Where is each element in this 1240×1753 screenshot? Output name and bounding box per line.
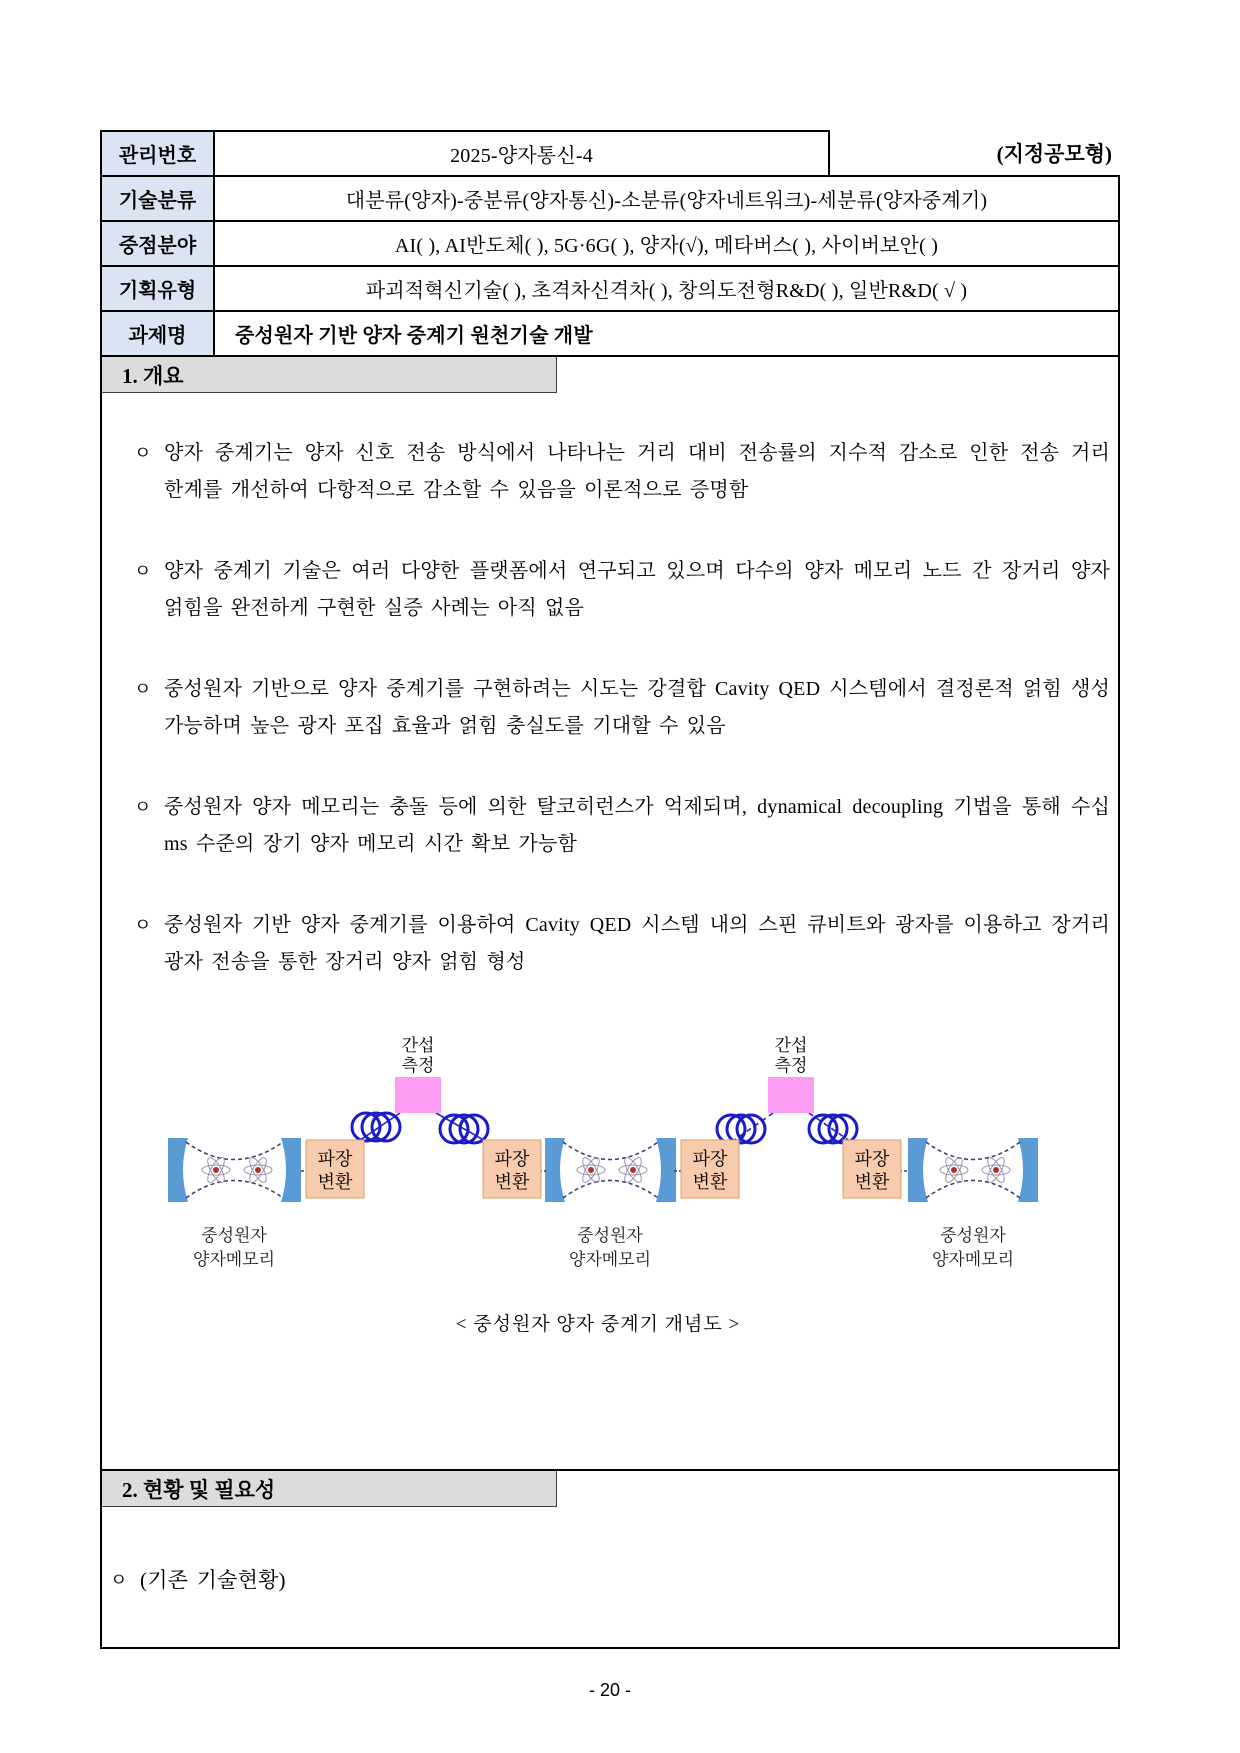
svg-text:변환: 변환	[317, 1172, 353, 1192]
list-item	[134, 553, 1110, 627]
section-status-heading: 2. 현황 및 필요성	[102, 1471, 557, 1507]
svg-text:중성원자: 중성원자	[940, 1226, 1006, 1245]
overview-bullet-list	[102, 393, 1118, 981]
atom-icon	[244, 1155, 272, 1184]
cavity-mode-curve	[186, 1181, 283, 1199]
cavity-mode-curve	[563, 1142, 658, 1160]
row-label-management-number: 관리번호	[100, 130, 215, 175]
table-row-focus-area	[100, 220, 1120, 265]
bullet-text: 양자 중계기 기술은 여러 다양한 플랫폼에서 연구되고 있으며 다수의 양자 메모리 노드 간 장거리 양자 얽힘을 완전하게 구현한 실증 사례는 아직 없음	[164, 560, 1110, 619]
tech-classification-value: 대분류(양자)-중분류(양자통신)-소분류(양자네트워크)-세분류(양자중계기)	[215, 177, 1120, 220]
neutral-atom-cavity-module	[908, 1138, 1038, 1202]
interference-label-right	[775, 1035, 808, 1075]
list-item	[134, 435, 1110, 509]
svg-text:간섭: 간섭	[774, 1036, 808, 1055]
designated-call-type-label: (지정공모형)	[996, 141, 1112, 166]
planning-type-value: 파괴적혁신기술( ), 초격차신격차( ), 창의도전형R&D( ), 일반R&D( √ )	[215, 267, 1120, 310]
table-row-planning-type	[100, 265, 1120, 310]
bullet-marker: ㅇ	[134, 915, 152, 935]
page-number: - 20 -	[588, 1680, 631, 1700]
svg-text:변환: 변환	[494, 1172, 530, 1192]
svg-text:변환: 변환	[692, 1172, 728, 1192]
cavity-mirror-icon	[545, 1138, 565, 1202]
svg-text:중성원자: 중성원자	[577, 1226, 643, 1245]
atom-icon	[940, 1155, 968, 1184]
neutral-atom-cavity-module	[168, 1138, 301, 1202]
svg-text:측정: 측정	[774, 1056, 808, 1075]
table-row-management-number	[100, 130, 1120, 175]
svg-text:파장: 파장	[854, 1149, 890, 1169]
bullet-marker: ㅇ	[134, 797, 152, 817]
fiber-coil-icon	[717, 1115, 765, 1143]
cavity-mode-curve	[563, 1181, 658, 1199]
list-item	[134, 907, 1110, 981]
atom-icon	[982, 1155, 1010, 1184]
wavelength-conversion-box	[483, 1140, 541, 1198]
bullet-marker: ㅇ	[134, 679, 152, 699]
svg-text:중성원자: 중성원자	[201, 1226, 267, 1245]
bullet-text: 중성원자 기반 양자 중계기를 이용하여 Cavity QED 시스템 내의 스핀 큐비트와 광자를 이용하고 장거리 광자 전송을 통한 장거리 양자 얽힘 형성	[164, 914, 1110, 973]
list-item	[134, 789, 1110, 863]
wavelength-conversion-box	[681, 1140, 739, 1198]
bullet-marker: ㅇ	[134, 561, 152, 581]
management-number-value: 2025-양자통신-4	[215, 130, 830, 175]
status-bullet-list	[102, 1507, 1118, 1599]
section-status-necessity	[100, 1469, 1120, 1649]
cavity-mode-curve	[926, 1181, 1020, 1199]
bullet-text: 중성원자 양자 메모리는 충돌 등에 의한 탈코히런스가 억제되며, dynamical decoupling 기법을 통해 수십 ms 수준의 장기 양자 메모리 시간 확보 가능함	[164, 796, 1110, 855]
concept-diagram-svg	[128, 1025, 1068, 1290]
section-overview-heading: 1. 개요	[102, 357, 557, 393]
diagram-caption: < 중성원자 양자 중계기 개념도 >	[455, 1314, 741, 1335]
row-label-project-title: 과제명	[100, 312, 215, 355]
svg-text:양자메모리: 양자메모리	[931, 1250, 1015, 1269]
bullet-text: (기존 기술현황)	[140, 1568, 286, 1592]
bullet-text: 중성원자 기반으로 양자 중계기를 구현하려는 시도는 강결합 Cavity QED 시스템에서 결정론적 얽힘 생성 가능하며 높은 광자 포집 효율과 얽힘 충실도를 기대할 수 있음	[164, 678, 1110, 737]
atom-icon	[619, 1155, 647, 1184]
wavelength-conversion-box	[306, 1140, 364, 1198]
table-row-tech-classification	[100, 175, 1120, 220]
svg-text:간섭: 간섭	[401, 1036, 435, 1055]
svg-text:파장: 파장	[692, 1149, 728, 1169]
svg-text:양자메모리: 양자메모리	[568, 1250, 652, 1269]
row-label-tech-classification: 기술분류	[100, 177, 215, 220]
cavity-mirror-icon	[281, 1138, 301, 1202]
cavity-mode-curve	[186, 1142, 283, 1160]
atom-icon	[577, 1155, 605, 1184]
svg-text:변환: 변환	[854, 1172, 890, 1192]
row-label-focus-area: 중점분야	[100, 222, 215, 265]
atom-icon	[202, 1155, 230, 1184]
list-item	[134, 671, 1110, 745]
table-row-project-title	[100, 310, 1120, 355]
svg-text:양자메모리: 양자메모리	[192, 1250, 276, 1269]
row-label-planning-type: 기획유형	[100, 267, 215, 310]
section-overview	[100, 355, 1120, 1469]
bullet-marker: ㅇ	[110, 1570, 128, 1590]
svg-text:측정: 측정	[401, 1056, 435, 1075]
memory-label	[932, 1225, 1014, 1269]
cavity-mode-curve	[926, 1142, 1020, 1160]
interference-measurement-box	[768, 1077, 814, 1113]
bullet-text: 양자 중계기는 양자 신호 전송 방식에서 나타나는 거리 대비 전송률의 지수적 감소로 인한 전송 거리 한계를 개선하여 다항적으로 감소할 수 있음을 이론적으로 증명함	[164, 442, 1110, 501]
neutral-atom-cavity-module	[545, 1138, 676, 1202]
interference-label-left	[402, 1035, 435, 1075]
list-item	[110, 1562, 1110, 1599]
proposal-form	[100, 130, 1120, 1649]
svg-text:파장: 파장	[494, 1149, 530, 1169]
wavelength-conversion-box	[843, 1140, 901, 1198]
svg-text:파장: 파장	[317, 1149, 353, 1169]
quantum-repeater-concept-diagram	[128, 1025, 1068, 1295]
cavity-mirror-icon	[1018, 1138, 1038, 1202]
bullet-marker: ㅇ	[134, 443, 152, 463]
focus-area-value: AI( ), AI반도체( ), 5G·6G( ), 양자(√), 메타버스( ), 사이버보안( )	[215, 222, 1120, 265]
cavity-mirror-icon	[168, 1138, 188, 1202]
memory-label	[569, 1225, 651, 1269]
cavity-mirror-icon	[908, 1138, 928, 1202]
interference-measurement-box	[395, 1077, 441, 1113]
project-title-value: 중성원자 기반 양자 중계기 원천기술 개발	[215, 312, 1120, 355]
memory-label	[193, 1225, 275, 1269]
cavity-mirror-icon	[656, 1138, 676, 1202]
